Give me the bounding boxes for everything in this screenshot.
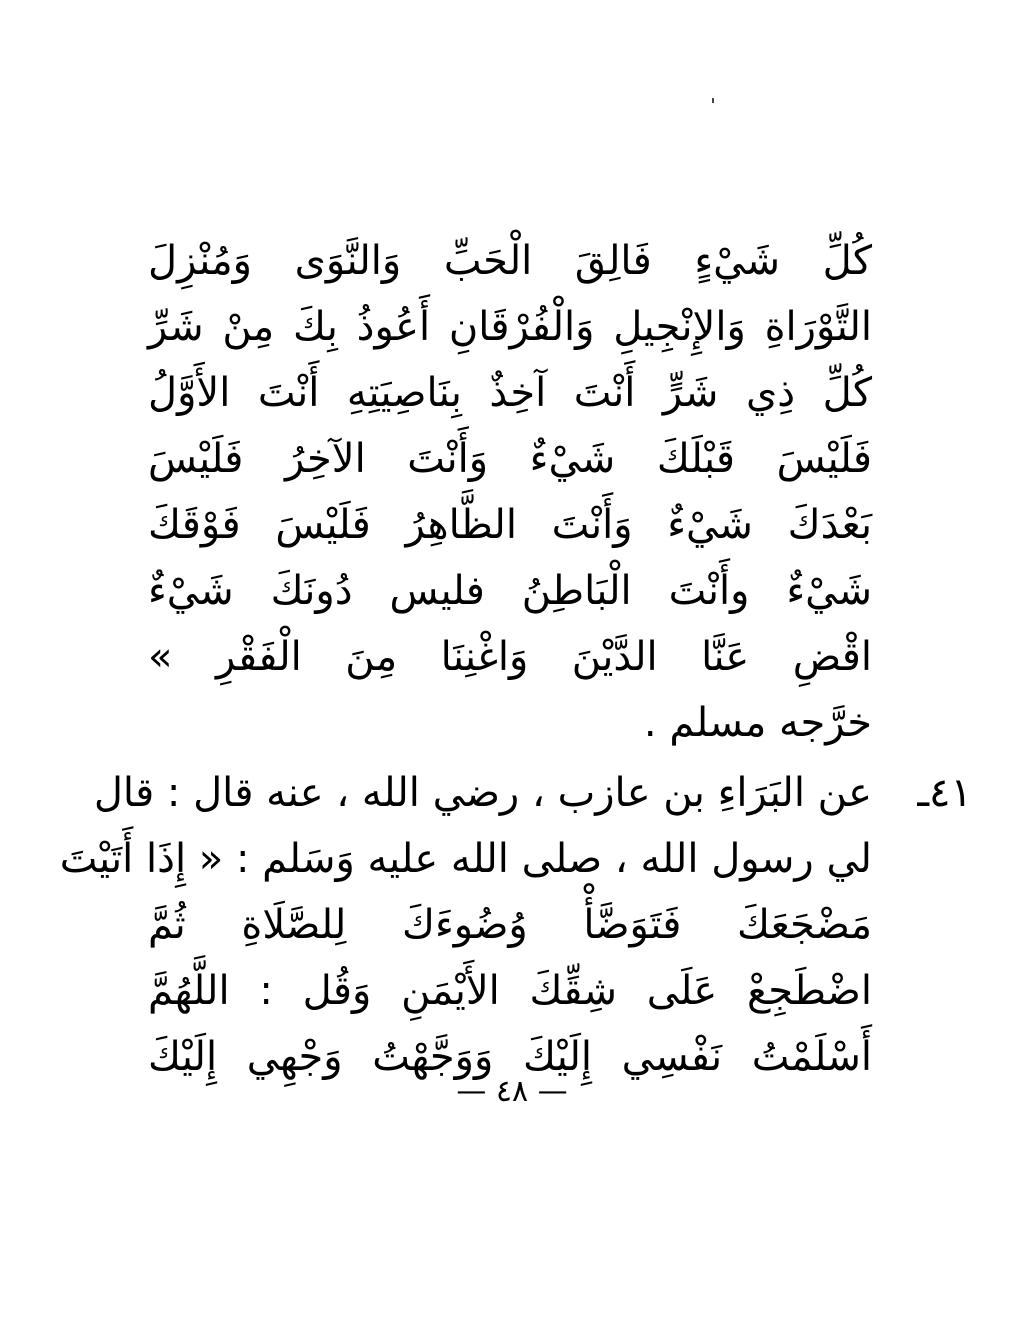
scan-speck xyxy=(712,98,714,103)
hadith-41 xyxy=(59,760,972,1090)
text-line: اضْطَجِعْ عَلَى شِقِّكَ الأَيْمَنِ وَقُل : اللَّهُمَّ xyxy=(148,968,872,1014)
supplication-continuation xyxy=(148,228,872,756)
text-line: اقْضِ عَنَّا الدَّيْنَ وَاغْنِنَا مِنَ الْفَقْرِ » xyxy=(148,634,872,680)
text-line: لي رسول الله ، صلى الله عليه وَسَلم : « إِذَا أَتَيْتَ xyxy=(59,836,872,882)
text-line: مَضْجَعَكَ فَتَوَضَّأْ وُضُوءَكَ لِلصَّلَاةِ ثُمَّ xyxy=(148,902,872,948)
text-line: أَسْلَمْتُ نَفْسِي إِلَيْكَ وَوَجَّهْتُ وَجْهِي إِلَيْكَ xyxy=(148,1034,872,1080)
text-line: التَّوْرَاةِ وَالإِنْجِيلِ وَالْفُرْقَانِ أَعُوذُ بِكَ مِنْ شَرِّ xyxy=(148,304,872,350)
text-line: كُلِّ شَيْءٍ فَالِقَ الْحَبِّ وَالنَّوَى وَمُنْزِلَ xyxy=(148,238,872,284)
page-number: — ٤٨ — xyxy=(456,1074,568,1109)
text-line: شَيْءٌ وأَنْتَ الْبَاطِنُ فليس دُونَكَ شَيْءٌ xyxy=(148,568,872,614)
text-line: عن البَرَاءِ بن عازب ، رضي الله ، عنه قال : قال xyxy=(93,770,872,816)
hadith-first-line xyxy=(93,760,972,826)
source-attribution: خرَّجه مسلم . xyxy=(643,700,872,746)
text-line: بَعْدَكَ شَيْءٌ وَأَنْتَ الظَّاهِرُ فَلَيْسَ فَوْقَكَ xyxy=(148,502,872,548)
text-line: فَلَيْسَ قَبْلَكَ شَيْءٌ وَأَنْتَ الآخِرُ فَلَيْسَ xyxy=(148,436,872,482)
text-line: كُلِّ ذِي شَرٍّ أَنْتَ آخِذٌ بِنَاصِيَتِهِ أَنْتَ الأَوَّلُ xyxy=(148,370,872,416)
hadith-number: ٤١ـ xyxy=(917,770,972,816)
